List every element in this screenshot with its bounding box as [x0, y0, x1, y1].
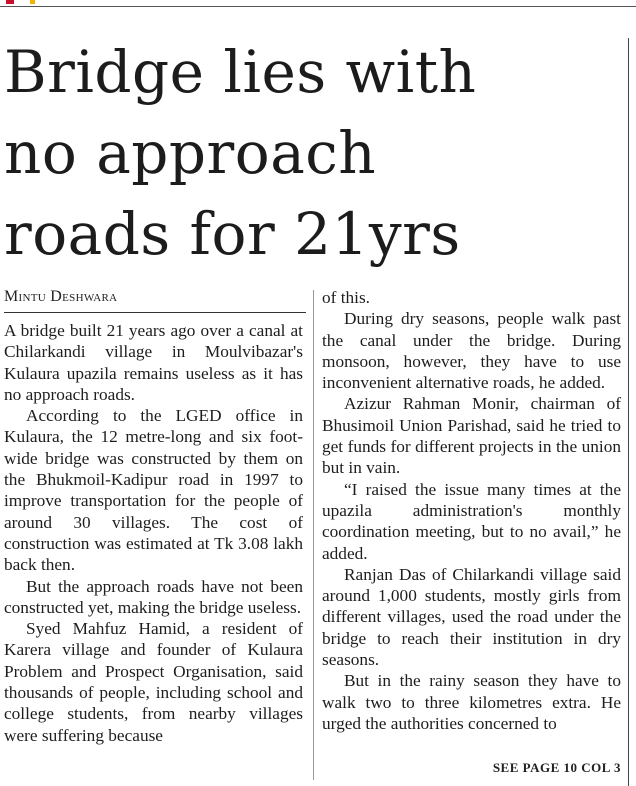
headline-line-1: Bridge lies with	[4, 38, 477, 106]
paragraph-1: A bridge built 21 years ago over a canal at Chilarkandi village in Moulvibazar's Kulaura upazila remains useless as it has no approach roads.	[4, 321, 303, 404]
paragraph-9: Ranjan Das of Chilarkandi village said around 1,000 students, mostly girls from different villages, used the road under the bridge to reach their institution in dry seasons.	[322, 564, 621, 670]
article-column-2	[322, 287, 621, 734]
paragraph-3: But the approach roads have not been constructed yet, making the bridge useless.	[4, 576, 303, 617]
continued-jump-label: SEE PAGE 10 COL 3	[492, 760, 621, 775]
right-border-rule	[628, 38, 629, 786]
paragraph-2: According to the LGED office in Kulaura, the 12 metre-long and six foot-wide bridge was constructed by them on the Bhukmoil-Kadipur road in 1997 to improve transportation for the people of around 30 villages. The cost of construction was estimated at Tk 3.08 lakh back then.	[4, 406, 303, 575]
paragraph-8: “I raised the issue many times at the upazila administration's monthly coordination meeting, but to no avail,” he added.	[322, 479, 621, 563]
column-divider	[313, 290, 314, 780]
byline-rule	[4, 312, 306, 313]
byline: Mintu Deshwara	[4, 288, 118, 305]
headline-line-2: no approach	[4, 119, 377, 187]
masthead-yellow-mark	[30, 0, 35, 4]
headline	[4, 32, 624, 275]
masthead-red-mark	[6, 0, 14, 4]
paragraph-6: During dry seasons, people walk past the canal under the bridge. During monsoon, however, they have to use inconvenient alternative roads, he added.	[322, 309, 621, 393]
masthead-strip	[0, 0, 636, 7]
paragraph-5: of this.	[322, 288, 371, 307]
headline-line-3: roads for 21yrs	[4, 200, 461, 268]
paragraph-4: Syed Mahfuz Hamid, a resident of Karera village and founder of Kulaura Problem and Prospect Organisation, said thousands of people, including school and college students, from nearby villages were suffering because	[4, 619, 303, 745]
paragraph-10: But in the rainy season they have to walk two to three kilometres extra. He urged the authorities concerned to	[322, 671, 621, 733]
article-column-1	[4, 320, 303, 746]
paragraph-7: Azizur Rahman Monir, chairman of Bhusimoil Union Parishad, said he tried to get funds for different projects in the union but in vain.	[322, 394, 621, 478]
